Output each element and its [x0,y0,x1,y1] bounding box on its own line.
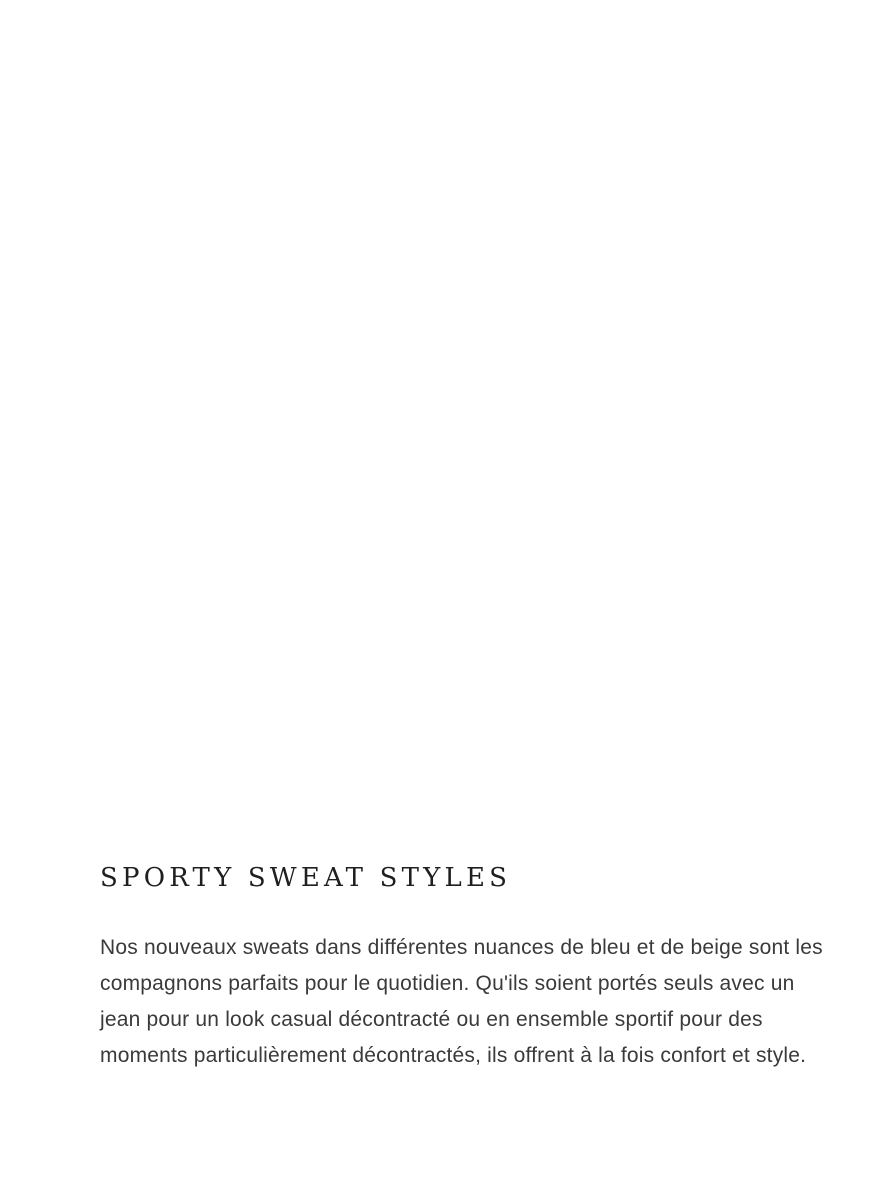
section-description: Nos nouveaux sweats dans différentes nuances de bleu et de beige sont les compagnons parfaits pour le quotidien. Qu'ils soient portés seuls avec un jean pour un look casual décontracté ou en ensemble sportif pour des moments particulièrement décontractés, ils offrent à la fois confort et style. [100,936,823,1067]
section-title: SPORTY SWEAT STYLES [100,863,512,893]
editorial-section [100,860,830,1074]
